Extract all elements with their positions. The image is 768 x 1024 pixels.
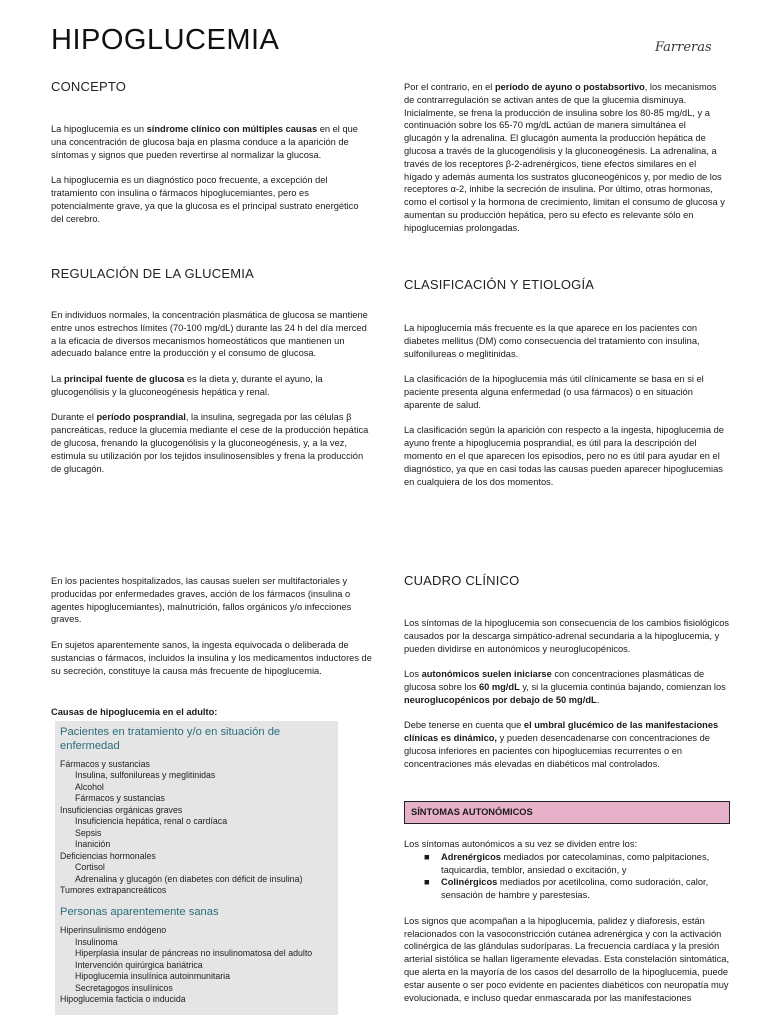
list-item: ■ Adrenérgicos mediados por catecolaminas, como palpitaciones, taquicardia, temblor, ansiedad o excitación, y: [424, 851, 710, 875]
causes-item: Inanición: [75, 839, 111, 850]
concepto-paragraph-2: La hipoglucemia es un diagnóstico poco frecuente, a excepción del tratamiento con insulina o fármacos hipoglucemiantes, pero es potencialmente grave, ya que la glucosa es el principal sustrato energético del cerebro.: [51, 175, 359, 224]
causes-item: Hiperinsulinismo endógeno: [60, 925, 167, 936]
causes-group-list: [55, 759, 338, 896]
causes-item: Hipoglucemia insulínica autoinmunitaria: [75, 971, 231, 982]
sintomas-autonomicos-box: SÍNTOMAS AUTONÓMICOS: [404, 801, 730, 824]
clasificacion-paragraph-3: La clasificación según la aparición con respecto a la ingesta, hipoglucemia de ayuno frente a hipoglucemia posprandial, es útil para la descripción del momento en el que aparecen los episodios, pero no es útil para ayudar en el diagnóstico, ya que en casi todas las causas pueden aparecer hipoglucemias en cualquiera de los dos momentos.: [404, 425, 724, 487]
list-item: ■ Colinérgicos mediados por acetilcolina, como sudoración, calor, sensación de hambre y parestesias.: [424, 877, 709, 901]
square-bullet-icon: ■: [424, 877, 430, 888]
heading-clasificacion: CLASIFICACIÓN Y ETIOLOGÍA: [404, 277, 595, 292]
causes-item: Tumores extrapancreáticos: [60, 884, 167, 895]
causes-item: Fármacos y sustancias: [75, 793, 165, 804]
causes-item: Intervención quirúrgica bariátrica: [75, 959, 203, 970]
square-bullet-icon: ■: [424, 851, 430, 862]
causes-table: [55, 721, 338, 1015]
causes-item: Insuficiencia hepática, renal o cardíaca: [75, 816, 228, 827]
regulacion-paragraph-3: Durante el período posprandial, la insulina, segregada por las células β pancreáticas, reduce la glucemia mediante el cese de la producción hepática de glucosa, frenando la glucogenólisis y la gluconeogénesis, y, a la vez, estimula su utilización por los tejidos insulinosensibles y frena la producción de glucagón.: [51, 412, 369, 474]
causes-group-list: [55, 925, 338, 1005]
causes-item: Adrenalina y glucagón (en diabetes con déficit de insulina): [75, 873, 303, 884]
autonomicos-paragraph: Los signos que acompañan a la hipoglucemia, palidez y diaforesis, están relacionados con la vasoconstricción cutánea adrenérgica y con la activación colinérgica de las glándulas sudoríparas. La frecuencia cardíaca y la presión arterial sistólica se hallan ligeramente elevadas. Esta constelación sintomática, que alerta en la mayoría de los casos del desarrollo de la hipoglucemia, puede estar ausente o ser poco evidente en pacientes diabéticos con neuropatía muy evolucionada, e incluso quedar enmascarada por las manifestaciones: [404, 915, 730, 1003]
causes-item: Insulinoma: [75, 936, 118, 947]
causes-group-title: Personas aparentemente sanas: [60, 906, 219, 919]
causes-item: Insuficiencias orgánicas graves: [60, 804, 183, 815]
clasificacion-paragraph-1: La hipoglucemia más frecuente es la que aparece en los pacientes con diabetes mellitus (DM) como consecuencia del tratamiento con insulina, sulfonilureas o meglitinidas.: [404, 323, 700, 359]
causes-item: Secretagogos insulínicos: [75, 982, 173, 993]
clasificacion-paragraph-2: La clasificación de la hipoglucemia más útil clínicamente se basa en si el paciente presenta alguna enfermedad (o usa fármacos) o en situación aparente de salud.: [404, 374, 704, 410]
causes-table-title: Causas de hipoglucemia en el adulto:: [51, 707, 218, 717]
causes-item: Sepsis: [75, 827, 102, 838]
causes-item: Hipoglucemia facticia o inducida: [60, 994, 186, 1005]
causes-group-title: Pacientes en tratamiento y/o en situación de enfermedad: [60, 726, 281, 752]
regulacion-paragraph-2: La principal fuente de glucosa es la dieta y, durante el ayuno, la glucogenólisis y la gluconeogénesis hepática y renal.: [51, 373, 323, 397]
autonomicos-intro: Los síntomas autonómicos a su vez se dividen entre los:: [404, 839, 638, 849]
causas-paragraph-1: En los pacientes hospitalizados, las causas suelen ser multifactoriales y producidas por enfermedades graves, acción de los fármacos (insulina o agentes hipoglucemiantes), malnutrición, fallos orgánicos y/o infecciones graves.: [51, 576, 352, 625]
causes-item: Alcohol: [75, 781, 104, 792]
heading-regulacion: REGULACIÓN DE LA GLUCEMIA: [51, 266, 254, 281]
heading-concepto: CONCEPTO: [51, 79, 127, 94]
causes-item: Insulina, sulfonilureas y meglitinidas: [75, 770, 216, 781]
ayuno-paragraph: Por el contrario, en el período de ayuno o postabsortivo, los mecanismos de contrarregulación se activan antes de que la glucemia disminuya. Inicialmente, se frena la producción de insulina sobre los 80-85 mg/dL, y a continuación sobre los 65-70 mg/dL actúan de manera simultánea el glucagón y la adrenalina. El glucagón aumenta la producción hepática de glucosa a través de la glucogenólisis y la gluconeogénesis. La adrenalina, a través de los receptores β-2-adrenérgicos, tiene efectos similares en el hígado y además aumenta los sustratos gluconeogénicos y, por medio de los receptores α-2, inhibe la secreción de insulina. Por último, otras hormonas, como el cortisol y la hormona de crecimiento, limitan el consumo de glucosa y aumentan su producción hepática, pero su efecto es relevante sólo en hipoglucemias prolongadas.: [404, 82, 725, 233]
page-title: HIPOGLUCEMIA: [51, 24, 280, 56]
causas-paragraph-2: En sujetos aparentemente sanos, la ingesta equivocada o deliberada de sustancias o fármacos, incluidos la insulina y los medicamentos inductores de su secreción, constituye la causa más frecuente de hipoglucemia.: [51, 639, 372, 676]
causes-item: Deficiencias hormonales: [60, 850, 156, 861]
brand-signature: Farreras: [655, 40, 712, 55]
heading-cuadro-clinico: CUADRO CLÍNICO: [404, 573, 520, 588]
causes-item: Fármacos y sustancias: [60, 759, 150, 769]
autonomicos-list: [404, 851, 730, 902]
cuadro-paragraph-1: Los síntomas de la hipoglucemia son consecuencia de los cambios fisiológicos causados por la descarga simpático-adrenal secundaria a la hipoglucemia, y pueden dividirse en autonómicos y neuroglucopénicos.: [404, 618, 730, 654]
cuadro-paragraph-2: Los autonómicos suelen iniciarse con concentraciones plasmáticas de glucosa sobre los 60 mg/dL y, si la glucemia continúa bajando, comienzan los neuroglucopénicos por debajo de 50 mg/dL.: [404, 669, 726, 705]
cuadro-paragraph-3: Debe tenerse en cuenta que el umbral glucémico de las manifestaciones clínicas es dinámico, y pueden desencadenarse con concentraciones de glucosa inferiores en pacientes con hipoglucemias recurrentes o en concentraciones más elevadas en diabéticos mal controlados.: [404, 720, 719, 769]
causes-item: Cortisol: [75, 862, 105, 873]
regulacion-paragraph-1: En individuos normales, la concentración plasmática de glucosa se mantiene entre unos estrechos límites (70-100 mg/dL) durante las 24 h del día merced a la eficacia de diversos mecanismos homeostáticos que mantienen un adecuado balance entre la producción y el consumo de glucosa.: [51, 310, 368, 359]
concepto-paragraph-1: La hipoglucemia es un síndrome clínico con múltiples causas en el que una concentración de glucosa baja en plasma conduce a la aparición de síntomas y signos que pueden revertirse al normalizar la glucosa.: [51, 124, 358, 160]
causes-item: Hiperplasia insular de páncreas no insulinomatosa del adulto: [75, 948, 313, 959]
